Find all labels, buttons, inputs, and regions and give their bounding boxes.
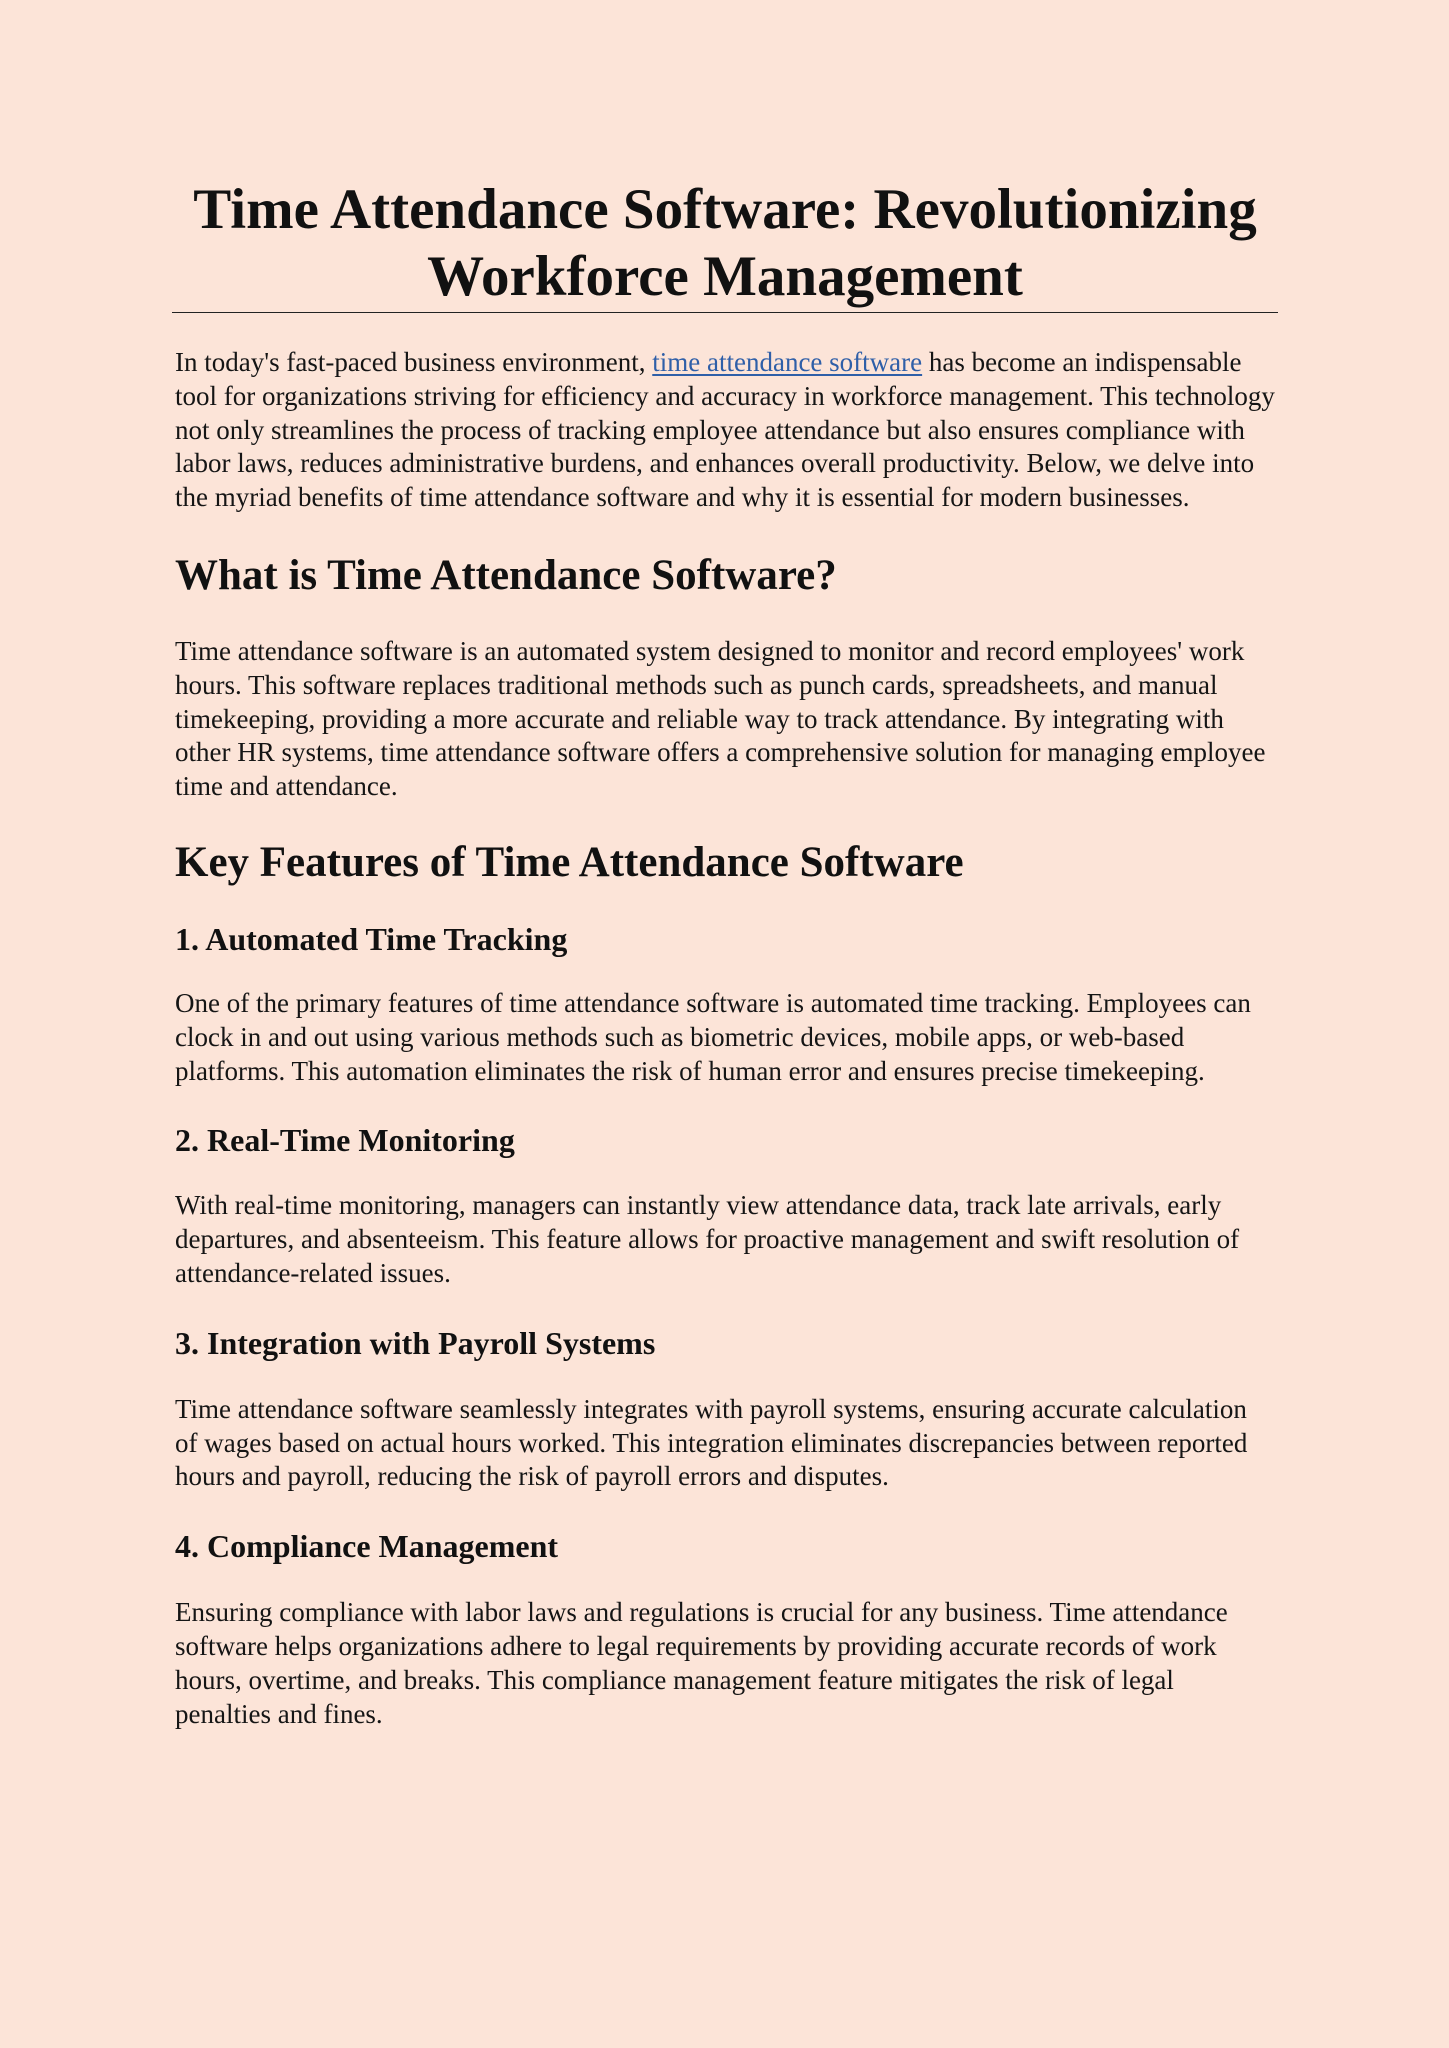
feature-paragraph-compliance-management: Ensuring compliance with labor laws and regulations is crucial for any business. Time attendance software helps organizations adhere to legal requirements by providing accurate records of work hours, overtime, and breaks. This compliance management feature mitigates the risk of legal penalties and fines. <box>175 1597 1228 1729</box>
section-heading-key-features: Key Features of Time Attendance Software <box>175 838 964 886</box>
intro-text-after-link: has become an indispensable tool for organizations striving for efficiency and accuracy in workforce management. This technology not only streamlines the process of tracking employee attendance but also ensures compliance with labor laws, reduces administrative burdens, and enhances overall productivity. Below, we delve into the myriad benefits of time attendance software and why it is essential for modern businesses. <box>175 347 1275 513</box>
page-title: Time Attendance Software: Revolutionizing Workforce Management <box>172 176 1278 313</box>
time-attendance-software-link[interactable]: time attendance software <box>652 347 923 377</box>
feature-heading-compliance-management: 4. Compliance Management <box>175 1528 559 1565</box>
feature-heading-payroll-integration: 3. Integration with Payroll Systems <box>175 1324 656 1361</box>
feature-heading-real-time-monitoring: 2. Real-Time Monitoring <box>175 1122 515 1159</box>
feature-heading-automated-time-tracking: 1. Automated Time Tracking <box>175 920 568 957</box>
intro-text-before-link: In today's fast-paced business environment, <box>175 347 653 377</box>
feature-paragraph-payroll-integration: Time attendance software seamlessly integrates with payroll systems, ensuring accurate calculation of wages based on actual hours worked. This integration eliminates discrepancies between reported hours and payroll, reducing the risk of payroll errors and disputes. <box>175 1393 1248 1492</box>
section-paragraph-what-is: Time attendance software is an automated system designed to monitor and record employees' work hours. This software replaces traditional methods such as punch cards, spreadsheets, and manual timekeeping, providing a more accurate and reliable way to track attendance. By integrating with other HR systems, time attendance software offers a comprehensive solution for managing employee time and attendance. <box>175 635 1266 802</box>
document-content <box>175 176 1275 1731</box>
feature-paragraph-real-time-monitoring: With real-time monitoring, managers can instantly view attendance data, track late arrivals, early departures, and absenteeism. This feature allows for proactive management and swift resolution of attendance-related issues. <box>175 1190 1240 1288</box>
intro-paragraph <box>175 346 1275 515</box>
section-heading-what-is: What is Time Attendance Software? <box>175 551 837 599</box>
feature-paragraph-automated-time-tracking: One of the primary features of time attendance software is automated time tracking. Employees can clock in and out using various methods such as biometric devices, mobile apps, or web-based platforms. This automation eliminates the risk of human error and ensures precise timekeeping. <box>175 987 1251 1086</box>
